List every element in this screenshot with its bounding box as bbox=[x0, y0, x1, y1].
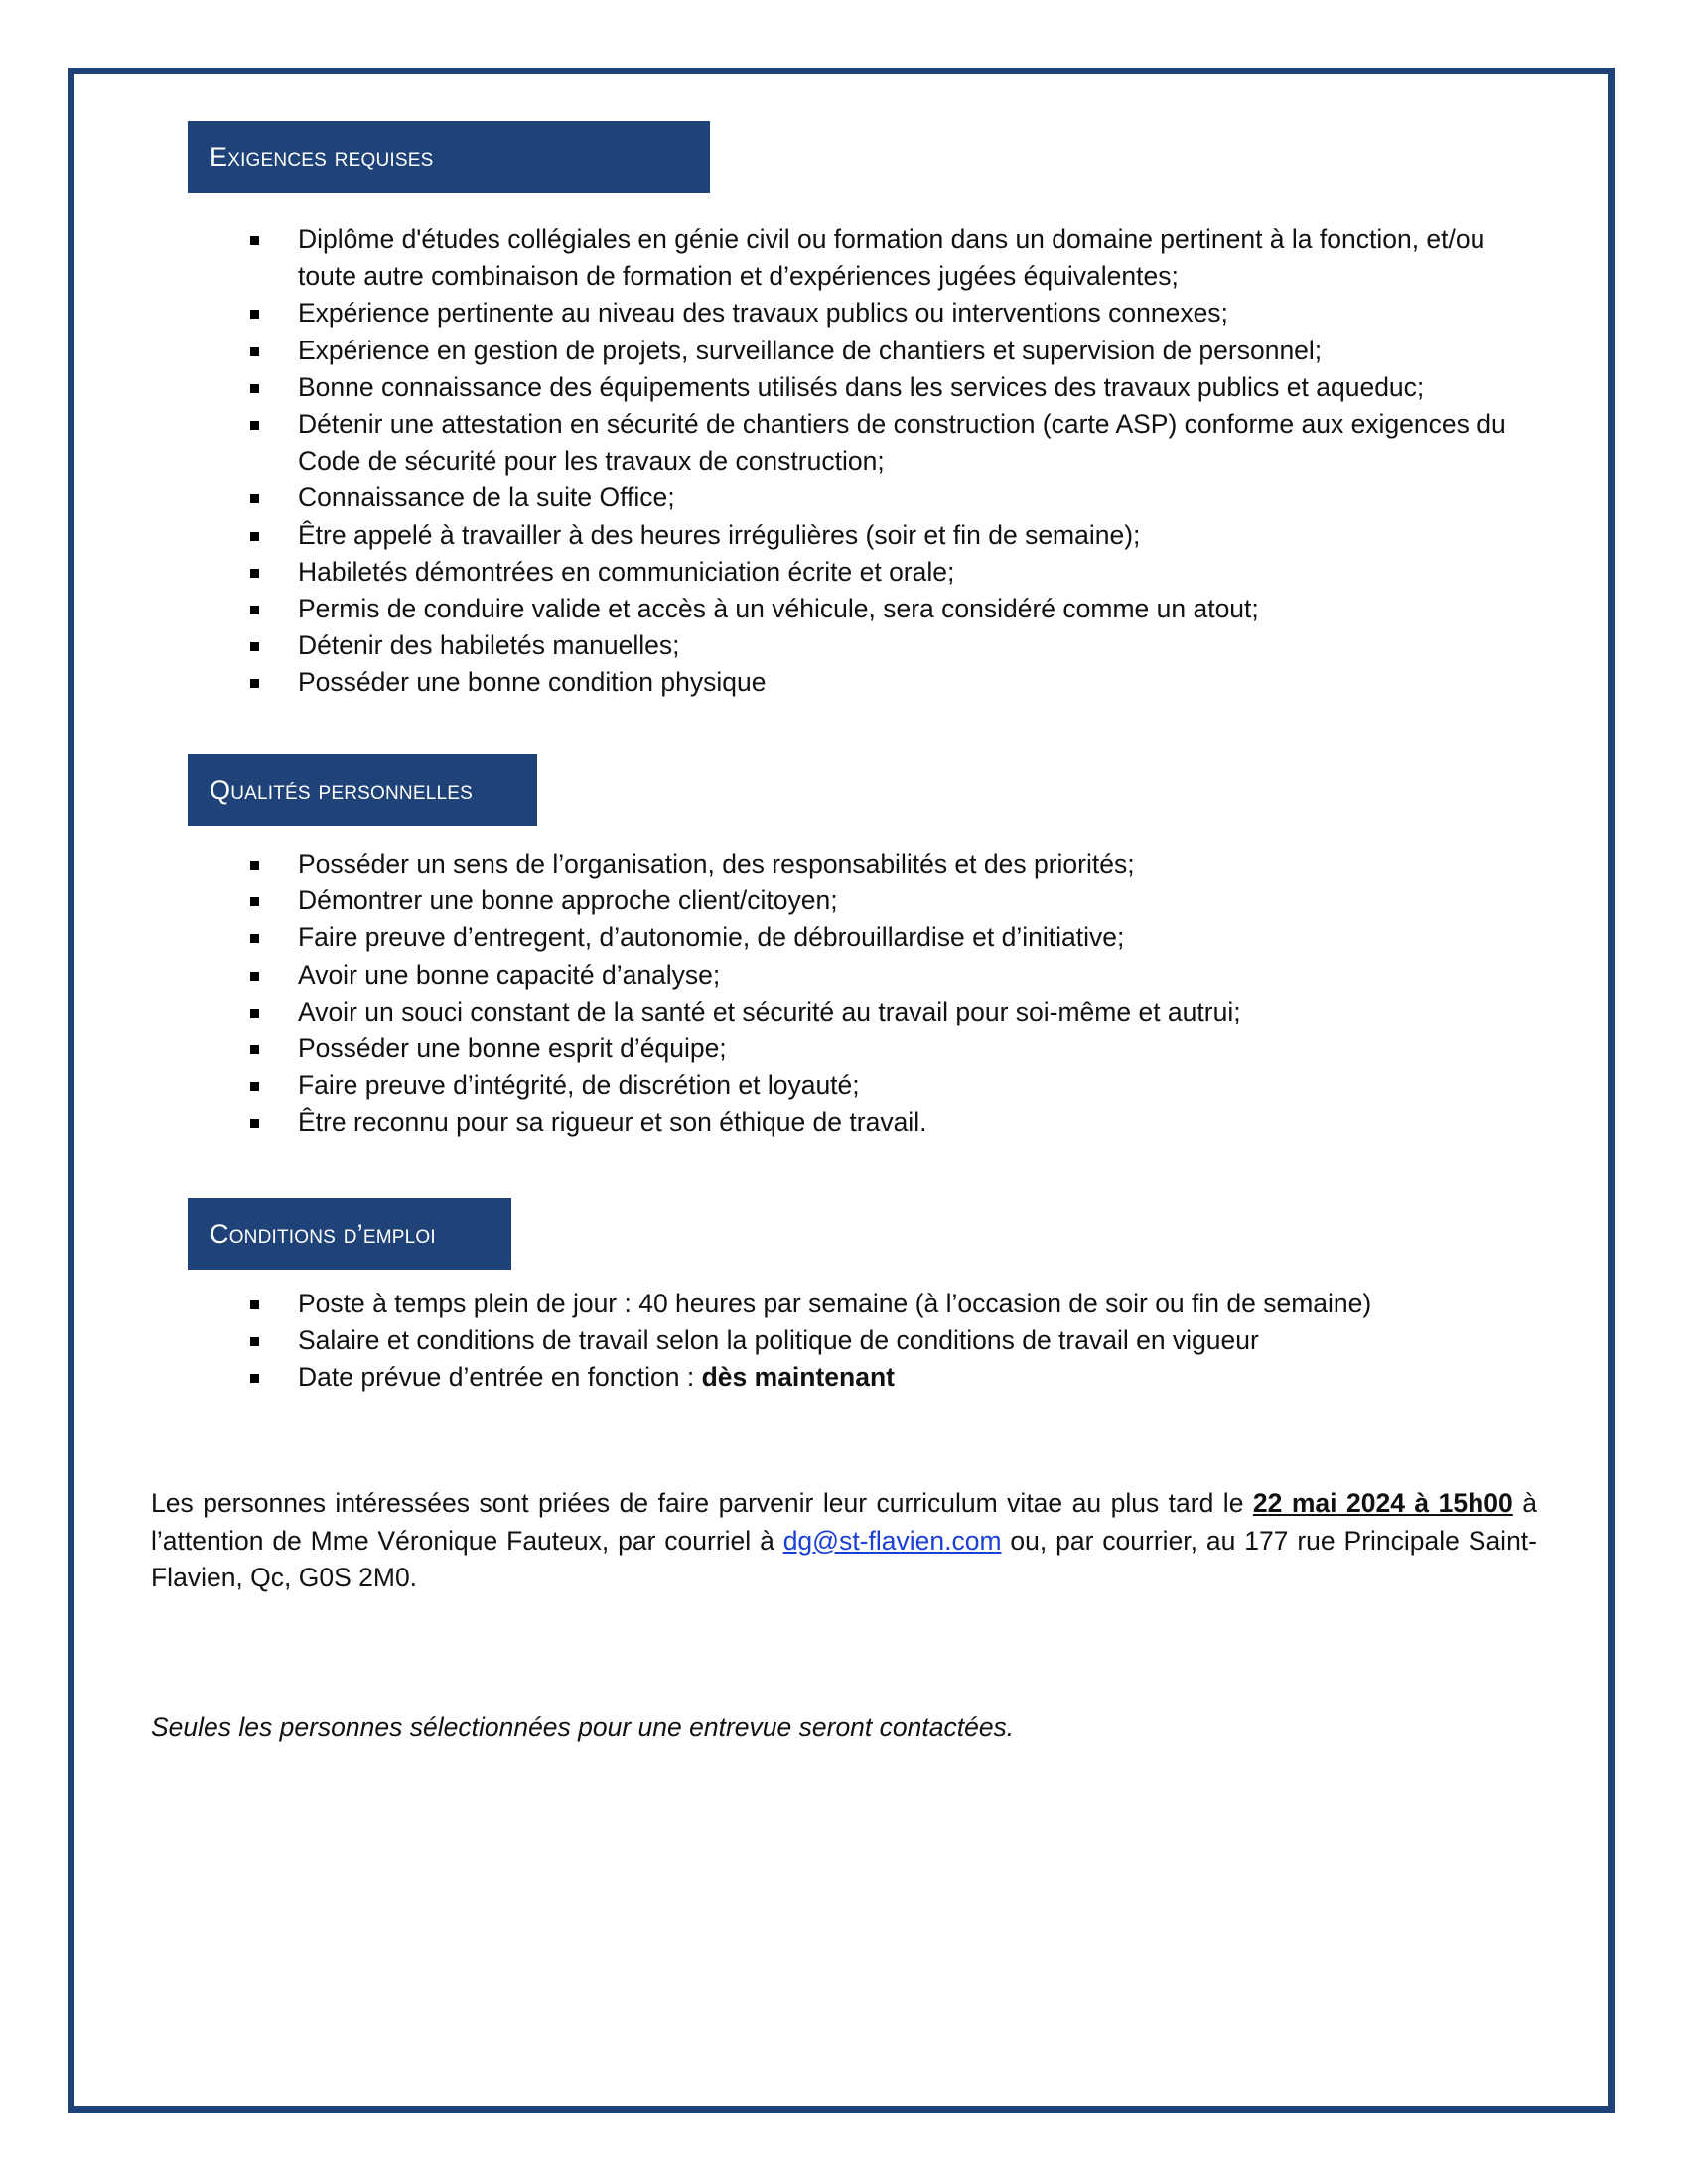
bullet-icon bbox=[250, 1374, 259, 1383]
bullet-icon bbox=[250, 1300, 259, 1309]
list-item: Démontrer une bonne approche client/citoyen; bbox=[248, 883, 1549, 919]
section-title-conditions: Conditions d’emploi bbox=[210, 1219, 436, 1249]
list-item: Expérience en gestion de projets, surveillance de chantiers et supervision de personnel; bbox=[248, 333, 1549, 369]
list-item: Posséder un sens de l’organisation, des responsabilités et des priorités; bbox=[248, 846, 1549, 883]
bullet-icon bbox=[250, 236, 259, 245]
bullet-icon bbox=[250, 421, 259, 430]
list-item: Détenir des habiletés manuelles; bbox=[248, 627, 1549, 664]
bullet-icon bbox=[250, 972, 259, 981]
bullet-icon bbox=[250, 1009, 259, 1018]
list-item: Détenir une attestation en sécurité de chantiers de construction (carte ASP) conforme aux exigences du Code de sécurité pour les travaux de construction; bbox=[248, 406, 1549, 479]
list-qualites bbox=[248, 846, 1549, 1142]
application-text-1: Les personnes intéressées sont priées de faire parvenir leur curriculum vitae au plus tard le bbox=[151, 1488, 1253, 1518]
section-header-qualites bbox=[188, 754, 537, 826]
bullet-icon bbox=[250, 569, 259, 578]
bullet-icon bbox=[250, 1082, 259, 1091]
list-item: Poste à temps plein de jour : 40 heures par semaine (à l’occasion de soir ou fin de semaine) bbox=[248, 1286, 1549, 1322]
list-item: Avoir un souci constant de la santé et sécurité au travail pour soi-même et autrui; bbox=[248, 994, 1549, 1030]
section-header-exigences bbox=[188, 121, 710, 193]
list-item: Habiletés démontrées en communiciation écrite et orale; bbox=[248, 554, 1549, 591]
bullet-icon bbox=[250, 897, 259, 906]
application-paragraph bbox=[151, 1485, 1537, 1597]
application-text-2: à l’attention de Mme Véronique Fauteux, par courriel à bbox=[151, 1488, 1537, 1556]
bullet-icon bbox=[250, 1045, 259, 1054]
list-item: Posséder une bonne esprit d’équipe; bbox=[248, 1030, 1549, 1067]
bullet-icon bbox=[250, 679, 259, 688]
bullet-icon bbox=[250, 1119, 259, 1128]
bullet-icon bbox=[250, 532, 259, 541]
bullet-icon bbox=[250, 934, 259, 943]
list-item: Salaire et conditions de travail selon la politique de conditions de travail en vigueur bbox=[248, 1322, 1549, 1359]
section-header-conditions bbox=[188, 1198, 511, 1270]
section-title-exigences: Exigences requises bbox=[210, 142, 434, 172]
list-item bbox=[248, 1359, 1549, 1396]
start-date-value: dès maintenant bbox=[701, 1362, 895, 1393]
bullet-icon bbox=[250, 1337, 259, 1346]
bullet-icon bbox=[250, 494, 259, 503]
bullet-icon bbox=[250, 642, 259, 651]
application-text-3: ou, par courrier, au 177 rue Principale Saint-Flavien, Qc, G0S 2M0. bbox=[151, 1525, 1537, 1592]
list-item: Posséder une bonne condition physique bbox=[248, 664, 1549, 701]
list-conditions bbox=[248, 1286, 1549, 1397]
bullet-icon bbox=[250, 310, 259, 319]
start-date-label: Date prévue d’entrée en fonction : bbox=[298, 1362, 702, 1393]
list-item: Bonne connaissance des équipements utilisés dans les services des travaux publics et aqueduc; bbox=[248, 369, 1549, 406]
email-link[interactable]: dg@st-flavien.com bbox=[782, 1525, 1002, 1556]
bullet-icon bbox=[250, 347, 259, 356]
list-item: Être appelé à travailler à des heures irrégulières (soir et fin de semaine); bbox=[248, 517, 1549, 554]
list-item: Expérience pertinente au niveau des travaux publics ou interventions connexes; bbox=[248, 295, 1549, 332]
list-item: Permis de conduire valide et accès à un véhicule, sera considéré comme un atout; bbox=[248, 591, 1549, 627]
bullet-icon bbox=[250, 606, 259, 614]
bullet-icon bbox=[250, 384, 259, 393]
list-item: Faire preuve d’entregent, d’autonomie, de débrouillardise et d’initiative; bbox=[248, 919, 1549, 956]
list-item: Connaissance de la suite Office; bbox=[248, 479, 1549, 516]
list-item: Diplôme d'études collégiales en génie civil ou formation dans un domaine pertinent à la fonction, et/ou toute autre combinaison de formation et d’expériences jugées équivalentes; bbox=[248, 221, 1549, 295]
bullet-icon bbox=[250, 861, 259, 870]
list-exigences bbox=[248, 221, 1549, 702]
section-title-qualites: Qualités personnelles bbox=[210, 775, 474, 805]
list-item: Avoir une bonne capacité d’analyse; bbox=[248, 957, 1549, 994]
closing-note: Seules les personnes sélectionnées pour une entrevue seront contactées. bbox=[151, 1712, 1015, 1742]
list-item: Être reconnu pour sa rigueur et son éthique de travail. bbox=[248, 1104, 1549, 1141]
application-deadline: 22 mai 2024 à 15h00 bbox=[1252, 1488, 1513, 1518]
list-item: Faire preuve d’intégrité, de discrétion et loyauté; bbox=[248, 1067, 1549, 1104]
